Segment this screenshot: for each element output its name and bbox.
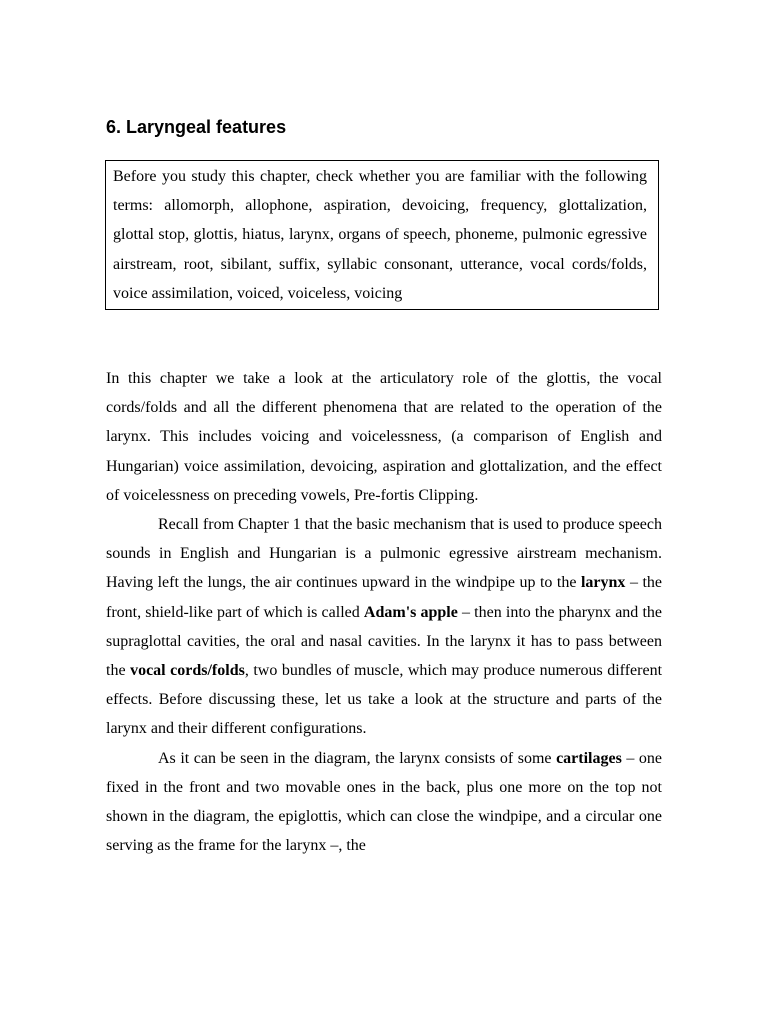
paragraph-diagram [106, 744, 662, 861]
body-text [106, 364, 662, 860]
term-vocal-cords: vocal cords/folds [130, 662, 245, 680]
term-adams-apple: Adam's apple [363, 603, 458, 621]
text-span: Recall from Chapter 1 that the basic mechanism that is used to produce speech sounds in English and Hungarian is a pulmonic egressive airstream mechanism. Having left the lungs, the air continues upward in the windpipe up to the [106, 516, 662, 592]
chapter-title: 6. Laryngeal features [106, 117, 287, 137]
text-span: , two bundles of muscle, which may produce numerous different effects. Before discussing these, let us take a look at the structure and parts of the larynx and their different configurations. [106, 662, 663, 738]
paragraph-mechanism [106, 510, 662, 744]
text-span: – the front, shield-like part of which is called [106, 574, 662, 621]
text-span: – one fixed in the front and two movable ones in the back, plus one more on the top not shown in the diagram, the epiglottis, which can close the windpipe, and a circular one serving as the frame for the larynx –, the [106, 749, 662, 855]
text-span: As it can be seen in the diagram, the larynx consists of some [158, 749, 557, 767]
paragraph-intro: In this chapter we take a look at the articulatory role of the glottis, the vocal cords/folds and all the different phenomena that are related to the operation of the larynx. This includes voicing and voicelessness, (a comparison of English and Hungarian) voice assimilation, devoicing, aspiration and glottalization, and the effect of voicelessness on preceding vowels, Pre-fortis Clipping. [106, 370, 662, 504]
prerequisite-terms-box: Before you study this chapter, check whether you are familiar with the following terms: allomorph, allophone, aspiration, devoicing, frequency, glottalization, glottal stop, glottis, hiatus, larynx, organs of speech, phoneme, pulmonic egressive airstream, root, sibilant, suffix, syllabic consonant, utterance, vocal cords/folds, voice assimilation, voiced, voiceless, voicing [105, 160, 659, 310]
term-larynx: larynx [580, 574, 626, 592]
text-span: – then into the pharynx and the supraglottal cavities, the oral and nasal cavities. In the larynx it has to pass between the [106, 603, 663, 680]
term-cartilages: cartilages [556, 749, 622, 767]
